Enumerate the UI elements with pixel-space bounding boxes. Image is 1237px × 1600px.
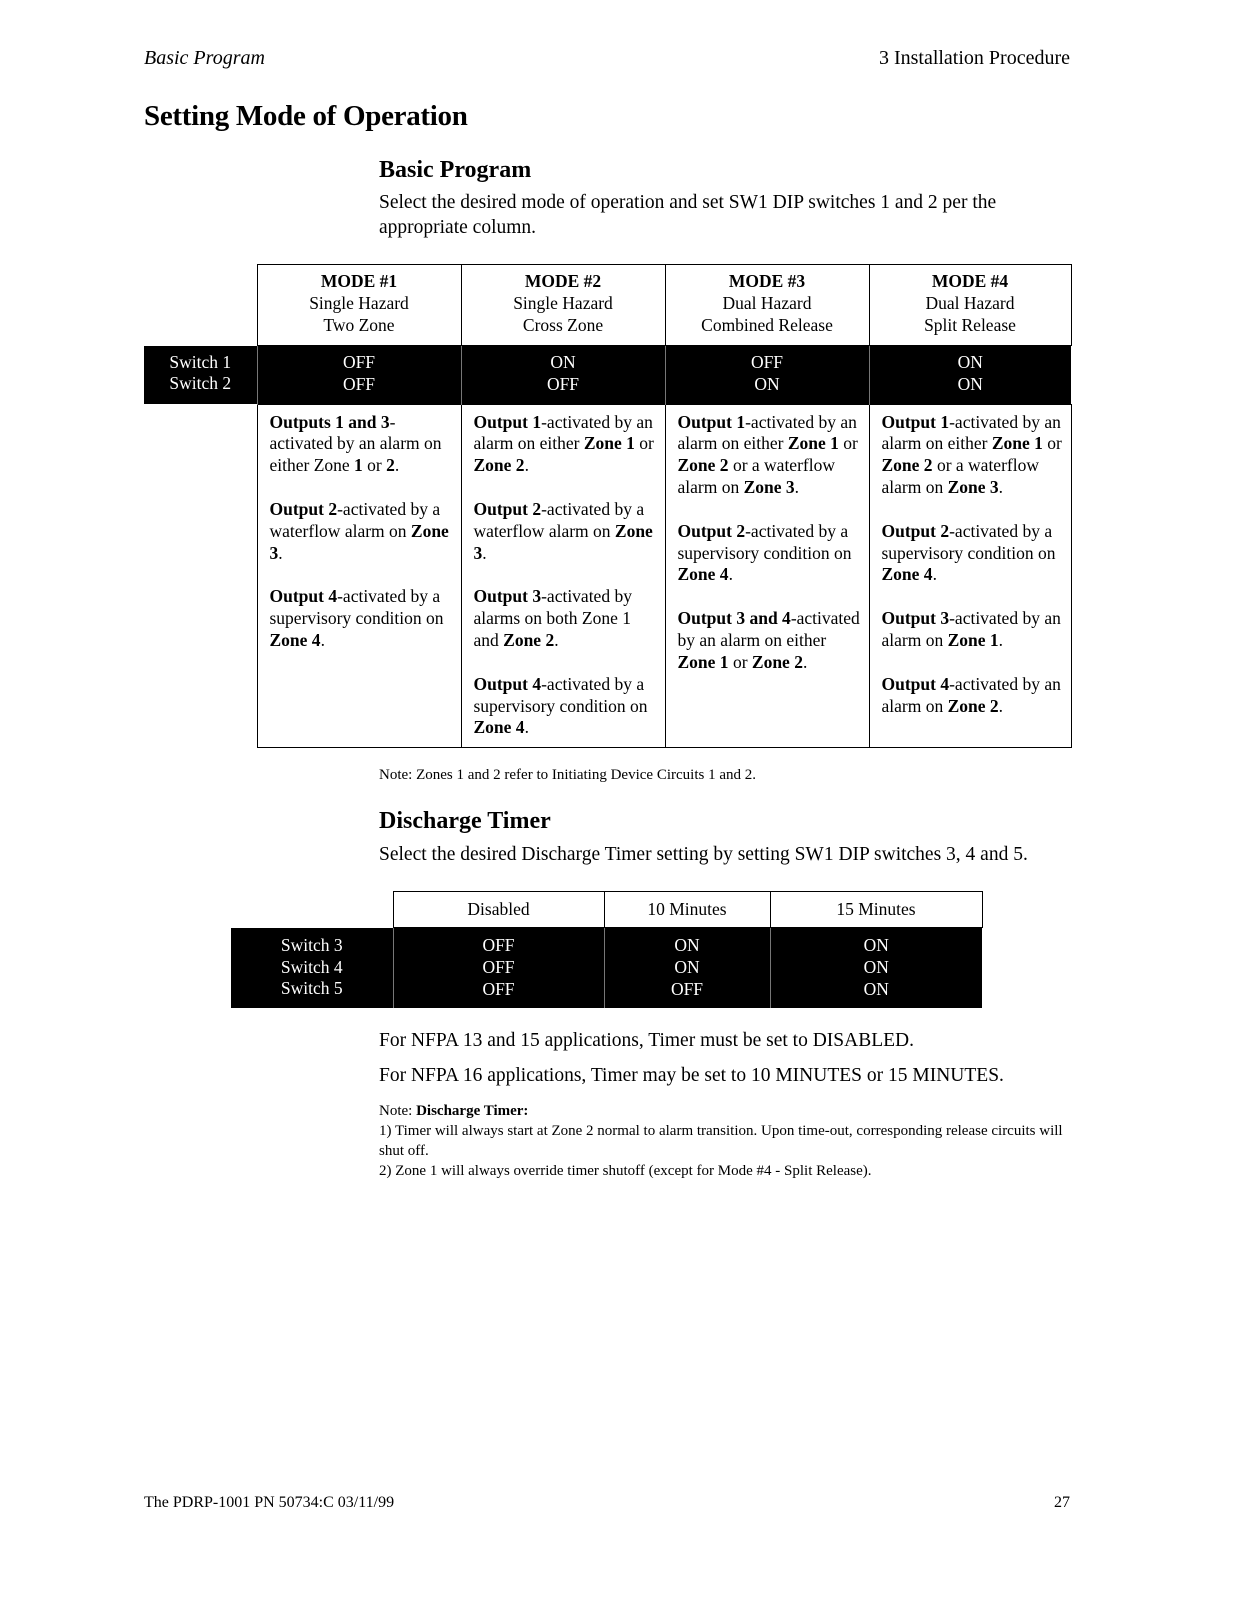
mode-label: MODE #1	[320, 271, 398, 291]
timer-col-disabled: Disabled	[393, 892, 604, 928]
note-prefix: Note:	[379, 1103, 417, 1119]
mode-zone-type: Cross Zone	[522, 314, 604, 335]
output-description: Output 4-activated by an alarm on Zone 2.	[881, 673, 1061, 716]
mode-4-header	[869, 265, 1071, 346]
switch-5-value: ON	[863, 978, 889, 999]
timer-switch-row	[231, 928, 982, 1009]
mode-header-row	[144, 265, 1071, 346]
output-description: Output 4-activated by a supervisory condition on Zone 4.	[269, 586, 444, 650]
switch-1-value: ON	[957, 352, 983, 372]
basic-program-intro: Select the desired mode of operation and set SW1 DIP switches 1 and 2 per the appropriate column.	[379, 192, 997, 238]
switch-5-label: Switch 5	[280, 978, 343, 999]
mode-label: MODE #2	[524, 271, 602, 291]
mode-switch-row	[144, 346, 1071, 405]
switch-4-value: ON	[674, 956, 700, 977]
mode-hazard: Single Hazard	[309, 292, 409, 313]
timer-header-blank	[231, 892, 393, 928]
timer-header-row	[231, 892, 982, 928]
switch-1-label: Switch 1	[169, 351, 232, 372]
switch-labels	[144, 346, 257, 405]
discharge-timer-intro: Select the desired Discharge Timer setting by setting SW1 DIP switches 3, 4 and 5.	[379, 844, 1028, 865]
mode-hazard: Single Hazard	[513, 292, 613, 313]
switch-2-value: OFF	[342, 373, 376, 394]
mode-3-header	[665, 265, 869, 346]
output-description: Outputs 1 and 3-activated by an alarm on either Zone 1 or 2.	[269, 411, 442, 476]
mode-description-blank	[144, 404, 257, 748]
switch-5-value: OFF	[670, 978, 704, 999]
output-description: Output 3-activated by an alarm on Zone 1.	[881, 608, 1061, 650]
switch-2-label: Switch 2	[169, 373, 232, 394]
page-number: 27	[1054, 1494, 1070, 1511]
mode-2-description	[461, 404, 665, 748]
switch-3-label: Switch 3	[280, 934, 343, 955]
mode-description-row	[144, 404, 1071, 748]
footer-document-id: The PDRP-1001 PN 50734:C 03/11/99	[144, 1494, 395, 1511]
switch-1-value: OFF	[750, 352, 784, 372]
mode-hazard: Dual Hazard	[722, 292, 812, 313]
running-header-chapter: 3 Installation Procedure	[878, 47, 1070, 69]
nfpa-16-note: For NFPA 16 applications, Timer may be set to 10 MINUTES or 15 MINUTES.	[379, 1065, 1004, 1086]
timer-10-minutes-switches	[604, 928, 770, 1009]
switch-4-value: OFF	[482, 956, 515, 977]
zones-note: Note: Zones 1 and 2 refer to Initiating Device Circuits 1 and 2.	[379, 767, 756, 783]
output-description: Output 2-activated by a supervisory condition on Zone 4.	[677, 520, 852, 585]
timer-disabled-switches	[393, 928, 604, 1009]
switch-4-label: Switch 4	[280, 956, 343, 977]
mode-2-header	[461, 265, 665, 346]
mode-4-switches	[869, 346, 1071, 405]
discharge-timer-heading: Discharge Timer	[379, 808, 551, 834]
mode-1-description	[257, 404, 461, 748]
switch-2-value: ON	[754, 373, 780, 394]
discharge-timer-note-1: 1) Timer will always start at Zone 2 normal to alarm transition. Upon time-out, corresponding release circuits will shut off.	[379, 1123, 1063, 1159]
switch-3-value: ON	[863, 935, 889, 955]
switch-5-value: OFF	[482, 978, 515, 999]
mode-1-switches	[257, 346, 461, 405]
timer-table	[231, 891, 983, 1008]
mode-1-header	[257, 265, 461, 346]
mode-header-blank	[144, 265, 257, 346]
mode-label: MODE #3	[728, 271, 806, 291]
mode-zone-type: Two Zone	[323, 314, 395, 335]
mode-zone-type: Combined Release	[701, 314, 833, 335]
mode-3-description	[665, 404, 869, 748]
mode-4-description	[869, 404, 1071, 748]
mode-hazard: Dual Hazard	[925, 292, 1015, 313]
note-title: Discharge Timer:	[416, 1103, 529, 1119]
mode-label: MODE #4	[931, 271, 1009, 291]
running-header-section: Basic Program	[144, 47, 265, 69]
switch-3-value: OFF	[482, 935, 515, 955]
output-description: Output 3 and 4-activated by an alarm on either Zone 1 or Zone 2.	[677, 608, 860, 672]
timer-col-15-minutes: 15 Minutes	[770, 892, 982, 928]
basic-program-heading: Basic Program	[379, 157, 532, 183]
switch-1-value: ON	[550, 352, 576, 372]
timer-15-minutes-switches	[770, 928, 982, 1009]
output-description: Output 1-activated by an alarm on either Zone 1 or Zone 2.	[473, 411, 654, 476]
output-description: Output 2-activated by a waterflow alarm on Zone 3.	[269, 498, 449, 563]
mode-zone-type: Split Release	[924, 314, 1016, 335]
switch-1-value: OFF	[342, 352, 376, 372]
discharge-timer-note-2: 2) Zone 1 will always override timer shutoff (except for Mode #4 - Split Release).	[379, 1163, 872, 1179]
output-description: Output 1-activated by an alarm on either Zone 1 or Zone 2 or a waterflow alarm on Zone 3.	[881, 411, 1062, 497]
nfpa-13-15-note: For NFPA 13 and 15 applications, Timer must be set to DISABLED.	[379, 1030, 915, 1051]
switch-4-value: ON	[863, 956, 889, 977]
switch-3-value: ON	[674, 935, 700, 955]
output-description: Output 3-activated by alarms on both Zone 1 and Zone 2.	[473, 586, 632, 650]
discharge-timer-note-title	[379, 1101, 1079, 1121]
timer-col-10-minutes: 10 Minutes	[604, 892, 770, 928]
discharge-timer-note	[379, 1101, 1079, 1181]
switch-2-value: OFF	[546, 373, 580, 394]
mode-3-switches	[665, 346, 869, 405]
output-description: Output 4-activated by a supervisory condition on Zone 4.	[473, 673, 648, 738]
mode-table	[144, 264, 1072, 748]
switch-2-value: ON	[957, 373, 983, 394]
output-description: Output 2-activated by a supervisory condition on Zone 4.	[881, 520, 1056, 585]
output-description: Output 2-activated by a waterflow alarm on Zone 3.	[473, 498, 653, 563]
switch-labels	[231, 928, 393, 1009]
page-title: Setting Mode of Operation	[144, 100, 468, 132]
output-description: Output 1-activated by an alarm on either Zone 1 or Zone 2 or a waterflow alarm on Zone 3.	[677, 411, 858, 497]
mode-2-switches	[461, 346, 665, 405]
